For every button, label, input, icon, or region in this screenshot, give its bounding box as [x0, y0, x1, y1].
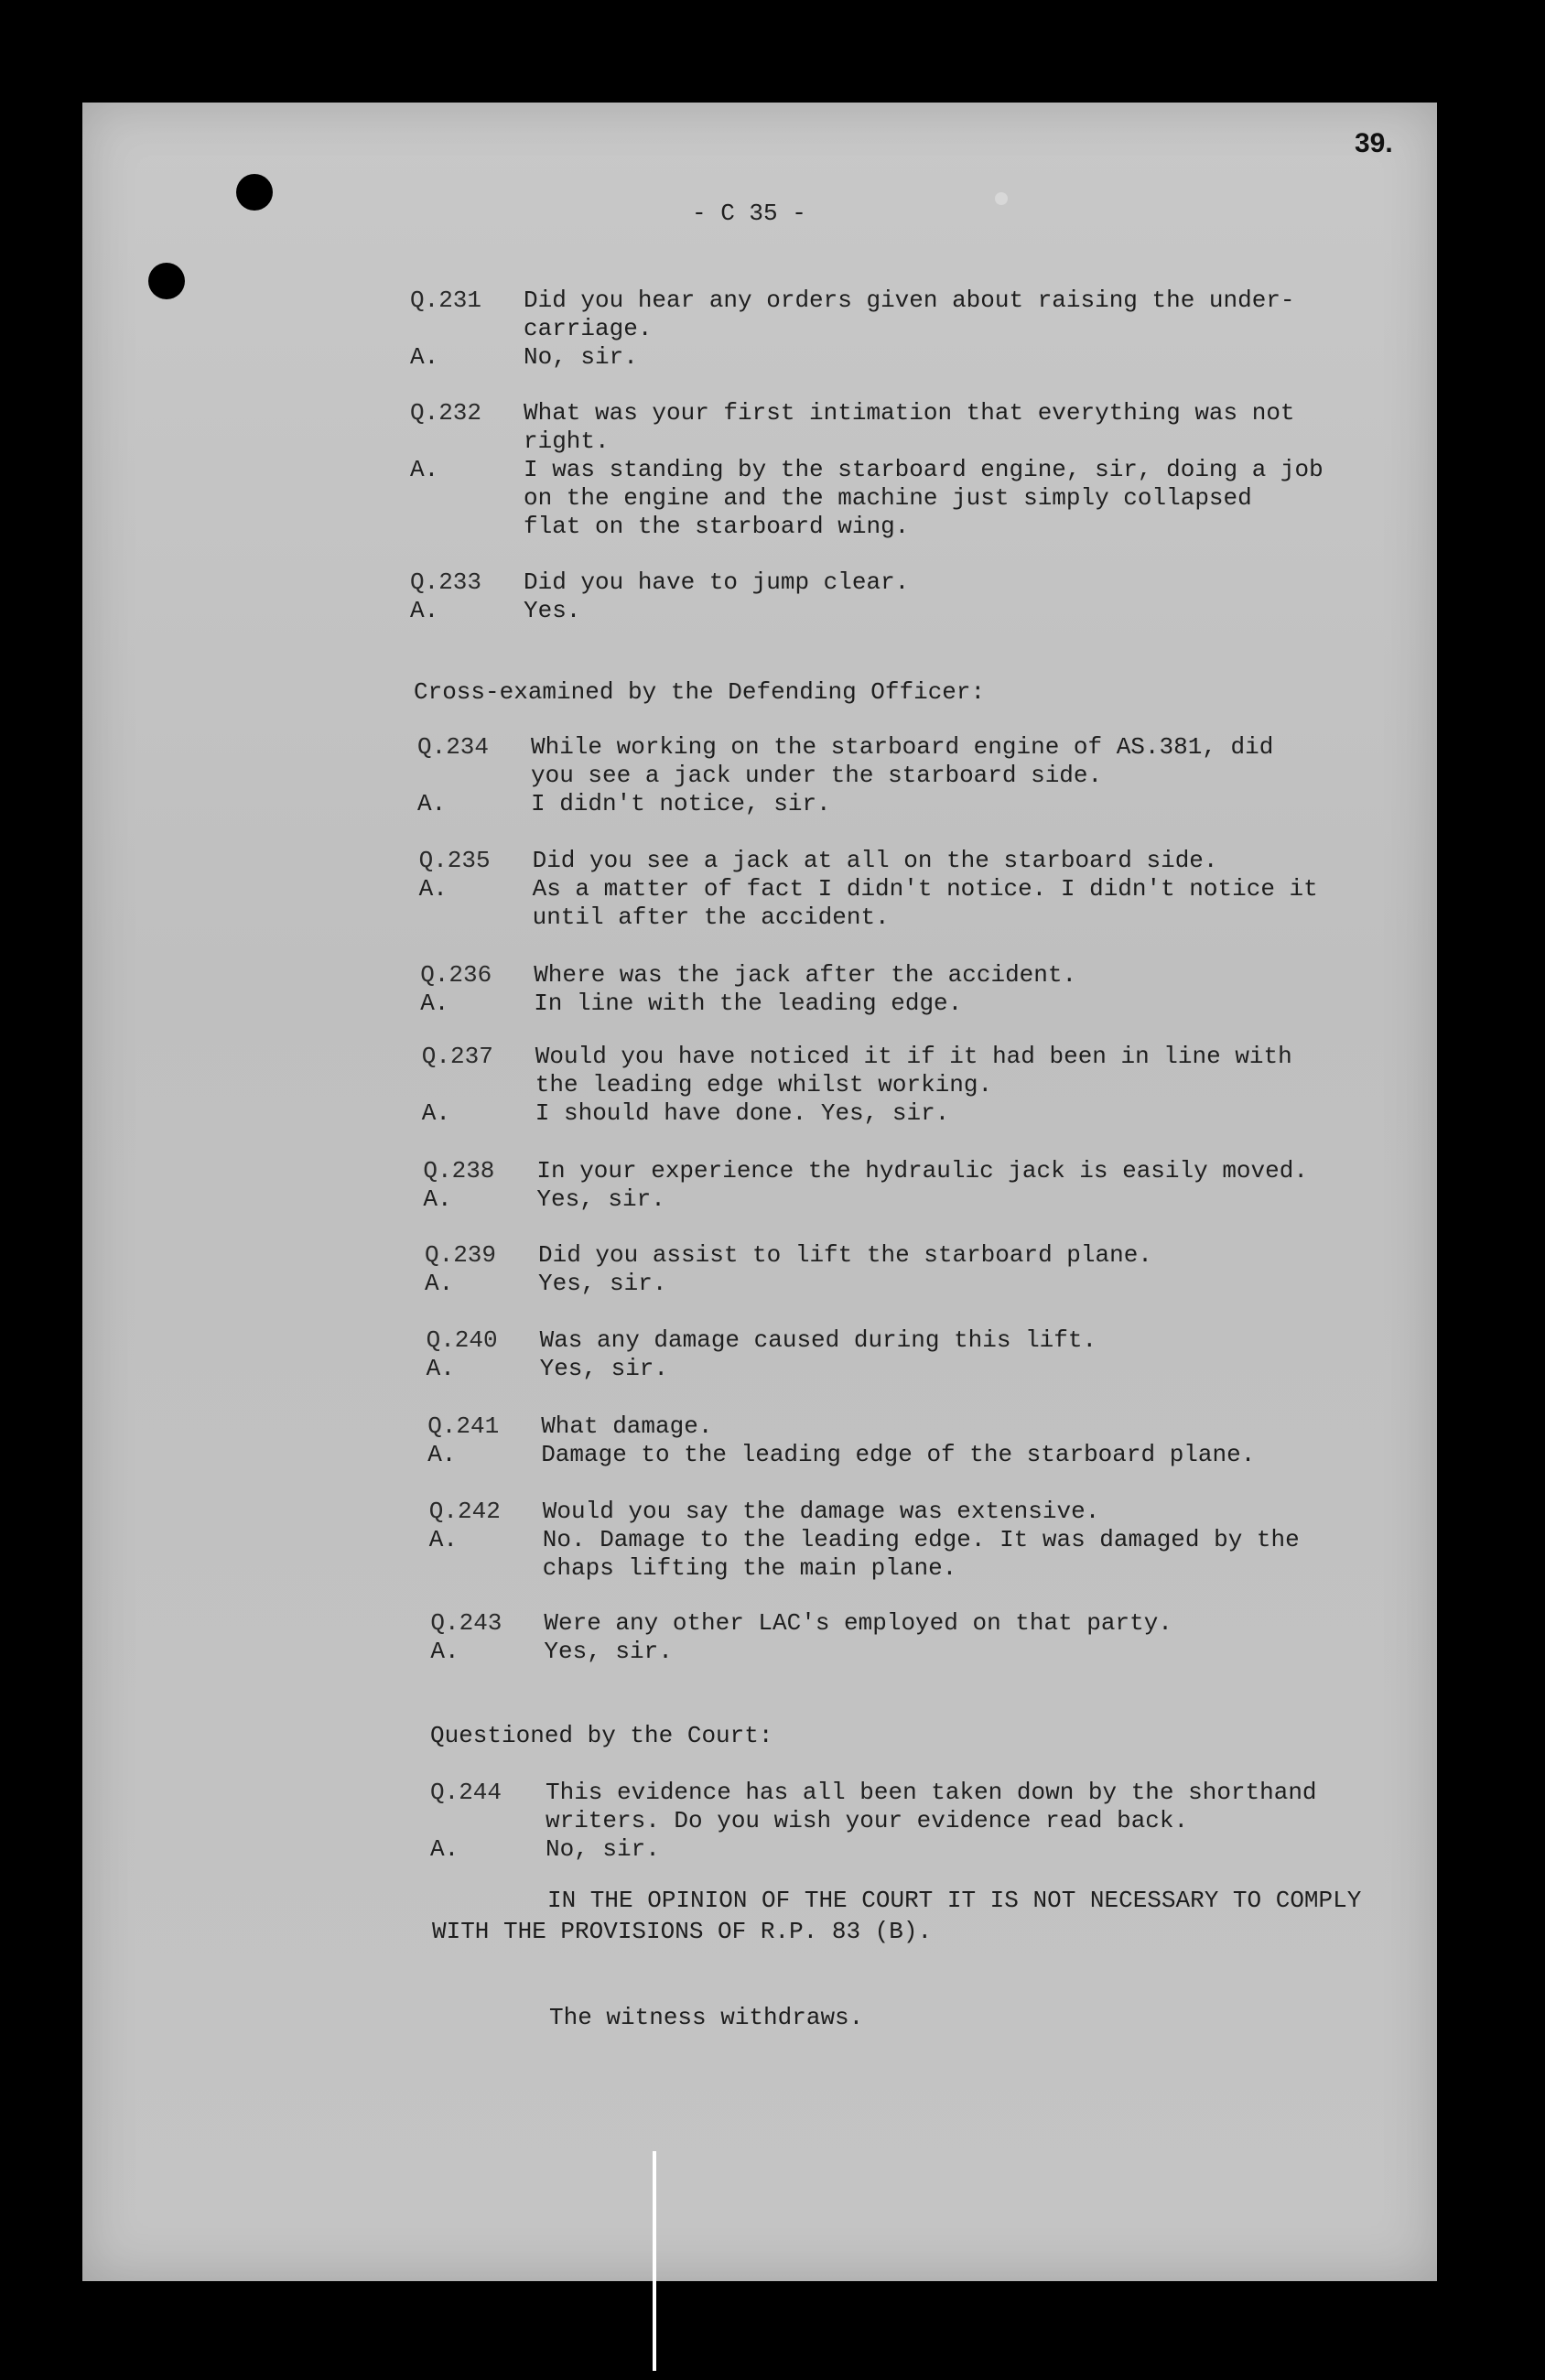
- qa-answer-label: A.: [417, 790, 447, 817]
- closing-statement: The witness withdraws.: [549, 2004, 864, 2031]
- qa-question-text: While working on the starboard engine of AS.381, did: [531, 733, 1274, 761]
- qa-answer-label: A.: [420, 990, 449, 1017]
- qa-answer-label: A.: [410, 343, 439, 371]
- qa-question-text: What was your first intimation that everything was not: [524, 399, 1295, 427]
- qa-answer-text: No, sir.: [546, 1835, 660, 1863]
- qa-answer-text: No. Damage to the leading edge. It was damaged by the: [542, 1526, 1300, 1553]
- punch-hole-bottom: [148, 263, 185, 299]
- qa-answer-label: A.: [426, 1355, 455, 1382]
- section-heading-court: Questioned by the Court:: [430, 1722, 773, 1749]
- qa-question-text: What damage.: [541, 1412, 713, 1440]
- qa-question-text: This evidence has all been taken down by the shorthand: [546, 1779, 1317, 1806]
- page-number: 39.: [1355, 128, 1393, 158]
- qa-answer-label: A.: [410, 597, 439, 624]
- qa-question-number: Q.244: [430, 1779, 502, 1806]
- qa-question-text: right.: [524, 427, 610, 455]
- qa-answer-text: I was standing by the starboard engine, sir, doing a job: [524, 456, 1324, 483]
- paper-speck: [995, 192, 1008, 205]
- qa-question-number: Q.241: [427, 1412, 500, 1440]
- qa-answer-label: A.: [423, 1185, 452, 1213]
- page-header: - C 35 -: [692, 200, 806, 227]
- qa-question-text: Were any other LAC's employed on that party.: [544, 1609, 1172, 1637]
- qa-question-text: writers. Do you wish your evidence read back.: [546, 1807, 1189, 1834]
- qa-answer-label: A.: [428, 1526, 459, 1553]
- qa-question-text: Where was the jack after the accident.: [534, 961, 1077, 989]
- qa-answer-text: chaps lifting the main plane.: [542, 1554, 957, 1582]
- qa-question-number: Q.231: [410, 287, 482, 314]
- qa-answer-label: A.: [430, 1835, 459, 1863]
- qa-question-text: Would you have noticed it if it had been in line with: [535, 1043, 1292, 1070]
- qa-answer-text: Yes, sir.: [538, 1270, 667, 1297]
- qa-question-text: carriage.: [524, 315, 653, 342]
- qa-answer-label: A.: [427, 1441, 457, 1468]
- document-page: [82, 103, 1437, 2281]
- qa-answer-text: flat on the starboard wing.: [524, 513, 910, 540]
- qa-question-number: Q.233: [410, 568, 482, 596]
- qa-question-text: Did you hear any orders given about raising the under-: [524, 287, 1295, 314]
- qa-question-number: Q.242: [428, 1498, 501, 1525]
- qa-question-text: In your experience the hydraulic jack is easily moved.: [536, 1157, 1308, 1185]
- qa-question-text: the leading edge whilst working.: [535, 1071, 993, 1098]
- qa-question-text: you see a jack under the starboard side.: [531, 762, 1103, 789]
- margin-stroke: [653, 2151, 656, 2371]
- court-opinion-line-1: IN THE OPINION OF THE COURT IT IS NOT NECESSARY TO COMPLY: [547, 1887, 1362, 1914]
- qa-question-number: Q.238: [423, 1157, 495, 1185]
- qa-answer-text: Yes.: [524, 597, 581, 624]
- qa-answer-text: I should have done. Yes, sir.: [535, 1099, 950, 1127]
- qa-answer-text: As a matter of fact I didn't notice. I didn't notice it: [532, 875, 1318, 903]
- qa-question-number: Q.239: [425, 1241, 497, 1269]
- qa-answer-text: Damage to the leading edge of the starboard plane.: [541, 1441, 1256, 1468]
- qa-question-number: Q.234: [417, 733, 490, 761]
- qa-answer-label: A.: [430, 1638, 459, 1665]
- qa-question-number: Q.236: [420, 961, 492, 989]
- qa-question-text: Would you say the damage was extensive.: [542, 1498, 1100, 1525]
- qa-question-text: Did you assist to lift the starboard plane.: [538, 1241, 1152, 1269]
- section-heading-cross-examined: Cross-examined by the Defending Officer:: [414, 678, 986, 706]
- qa-question-number: Q.232: [410, 399, 482, 427]
- qa-answer-text: on the engine and the machine just simply collapsed: [524, 484, 1252, 512]
- qa-question-text: Was any damage caused during this lift.: [539, 1326, 1097, 1354]
- qa-question-number: Q.243: [430, 1609, 502, 1637]
- qa-answer-text: I didn't notice, sir.: [531, 790, 831, 817]
- qa-answer-label: A.: [425, 1270, 454, 1297]
- qa-answer-text: No, sir.: [524, 343, 638, 371]
- qa-answer-label: A.: [410, 456, 439, 483]
- qa-answer-text: until after the accident.: [532, 903, 890, 931]
- qa-question-number: Q.235: [418, 847, 491, 874]
- qa-answer-text: In line with the leading edge.: [534, 990, 963, 1017]
- qa-question-number: Q.240: [426, 1326, 498, 1354]
- punch-hole-top: [236, 174, 273, 211]
- qa-question-number: Q.237: [421, 1043, 493, 1070]
- qa-answer-label: A.: [421, 1099, 451, 1127]
- court-opinion-line-2: WITH THE PROVISIONS OF R.P. 83 (B).: [432, 1918, 933, 1945]
- qa-answer-text: Yes, sir.: [536, 1185, 665, 1213]
- qa-question-text: Did you have to jump clear.: [524, 568, 910, 596]
- qa-answer-label: A.: [418, 875, 448, 903]
- qa-question-text: Did you see a jack at all on the starboard side.: [532, 847, 1218, 874]
- qa-answer-text: Yes, sir.: [539, 1355, 669, 1382]
- qa-answer-text: Yes, sir.: [544, 1638, 673, 1665]
